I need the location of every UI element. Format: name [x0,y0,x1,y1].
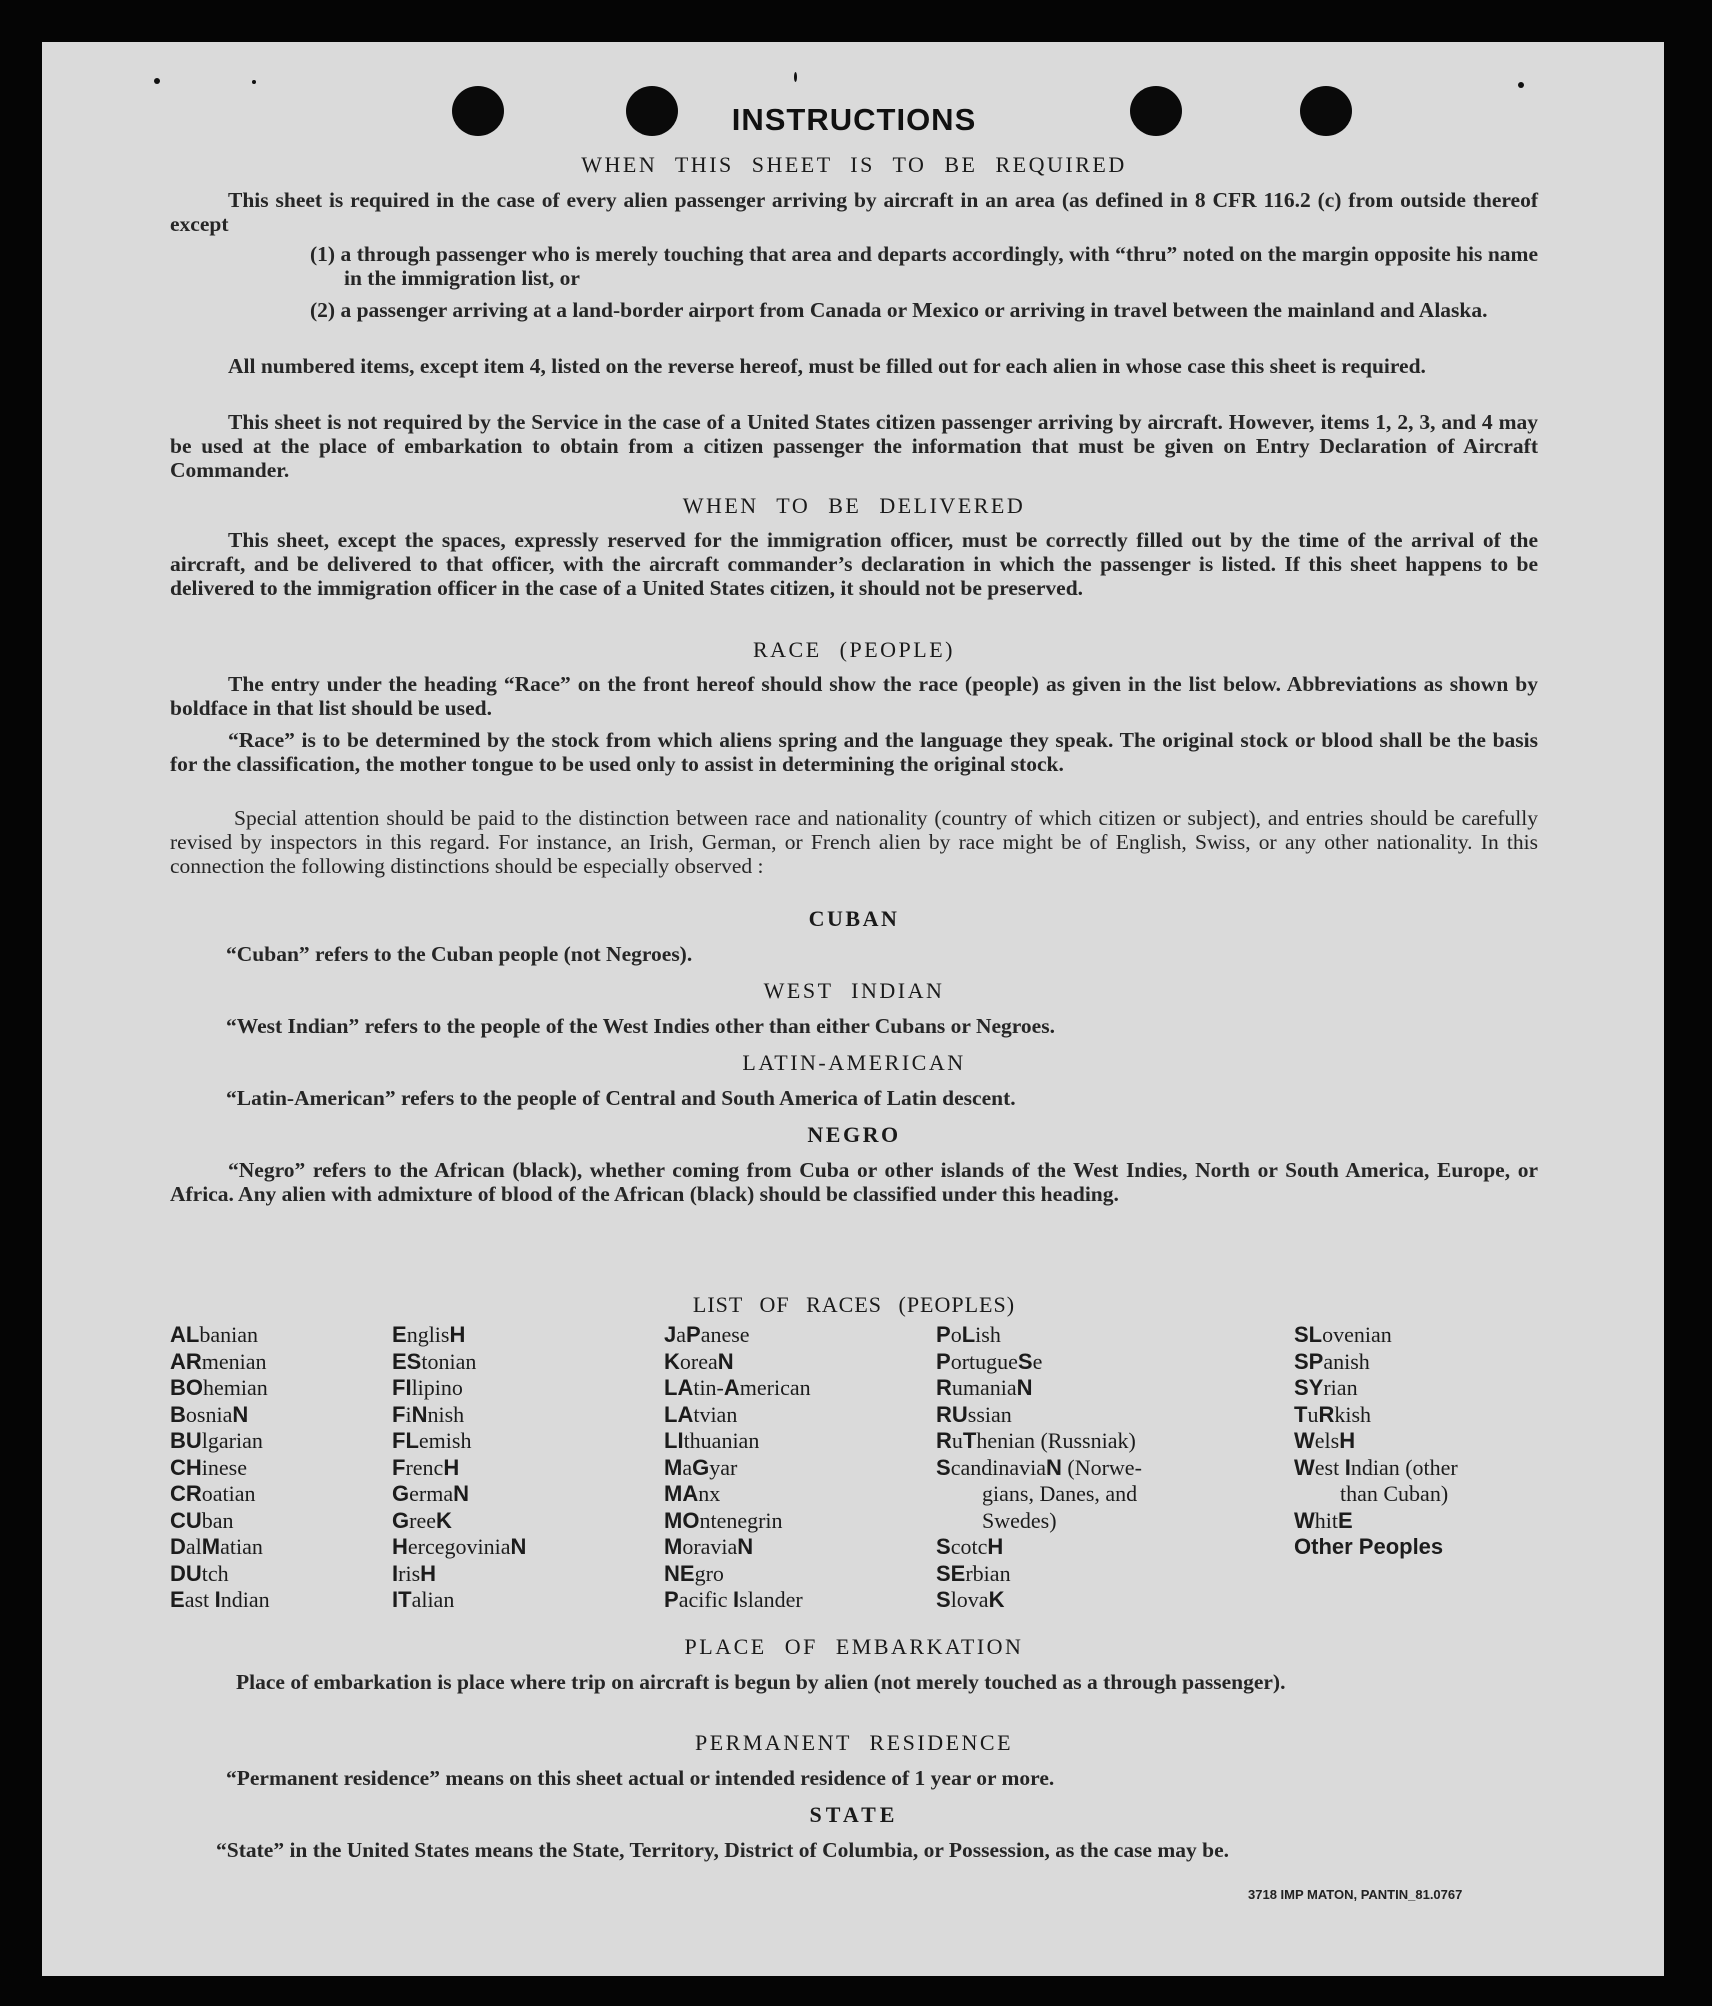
paragraph: Place of embarkation is place where trip on aircraft is begun by alien (not merely touched as a through passenger). [236,1670,1286,1694]
race-entry [392,1508,526,1535]
race-text: Swedes) [982,1507,1057,1533]
section-heading-negro: NEGRO [807,1122,901,1147]
race-entry [936,1428,1142,1455]
race-entry [392,1322,526,1349]
race-text: tch [201,1560,229,1586]
dust-speck [252,80,256,84]
race-text: kish [1334,1401,1372,1427]
race-text: cotc [950,1534,988,1559]
paragraph: This sheet is not required by the Service in the case of a United States citizen passenger arriving by aircraft. However, items 1, 2, 3, and 4 may be used at the place of embarkation to obtain from a citizen passenger the information that must be given on Entry Declaration of Aircraft Commander. [170,410,1538,482]
race-abbreviation: T [1294,1401,1308,1427]
race-entry [1294,1375,1458,1402]
race-text: i [405,1401,412,1427]
race-abbreviation: M [664,1454,683,1480]
race-abbreviation: S [936,1534,951,1559]
race-abbreviation: LI [664,1428,684,1453]
print-code: 3718 IMP MATON, PANTIN_81.0767 [1248,1887,1463,1902]
paragraph: “Latin-American” refers to the people of Central and South America of Latin descent. [226,1086,1016,1110]
race-abbreviation: S [1017,1348,1033,1374]
race-text: ovenian [1322,1322,1392,1347]
race-abbreviation: SY [1294,1375,1324,1400]
race-abbreviation: K [435,1507,452,1533]
race-entry [936,1375,1142,1402]
race-entry [664,1481,811,1508]
race-abbreviation: E [1338,1507,1353,1533]
race-text: u [951,1428,963,1453]
race-text: tin- [693,1375,724,1400]
paragraph: Special attention should be paid to the distinction between race and nationality (country of which citizen or subject), and entries should be carefully revised by inspectors in this regard. For instance, an Irish, German, or French alien by race might be of English, Swiss, or any other nationality. In this connection the following distinctions should be especially observed : [170,806,1538,878]
race-abbreviation: I [214,1587,221,1612]
race-text: osnia [185,1401,233,1427]
race-entry [664,1587,811,1614]
race-entry [936,1587,1142,1614]
races-column [936,1322,1142,1614]
race-text: umania [951,1375,1017,1400]
race-entry [1294,1322,1458,1349]
race-abbreviation: M [201,1534,221,1559]
race-text: o [950,1322,962,1347]
paragraph: This sheet, except the spaces, expressly reserved for the immigration officer, must be correctly filled out by the time of the arrival of the aircraft, and be delivered to that officer, with the aircraft commander’s declaration in which the passenger is listed. If this sheet happens to be delivered to the immigration officer in the case of a United States citizen, it should not be preserved. [170,528,1538,600]
race-entry [170,1481,270,1508]
race-text: nish [427,1401,465,1427]
race-entry [1294,1349,1458,1376]
race-text: orea [679,1348,718,1374]
race-text: oatian [201,1481,256,1506]
race-abbreviation: N [737,1534,754,1559]
race-abbreviation: G [692,1454,710,1480]
race-text: henian (Russniak) [976,1428,1136,1453]
race-abbreviation: H [449,1322,466,1347]
race-entry [1294,1455,1458,1482]
section-heading-race: RACE (PEOPLE) [753,637,955,662]
race-text: a [682,1454,693,1480]
race-text: est [1314,1454,1345,1480]
race-abbreviation: SP [1294,1348,1324,1374]
race-text: (Norwe- [1061,1454,1142,1480]
race-entry [1294,1481,1458,1508]
race-abbreviation: K [988,1587,1005,1612]
race-abbreviation: A [723,1375,740,1400]
race-abbreviation: H [392,1534,408,1559]
race-abbreviation: SE [936,1560,966,1586]
race-text: gro [694,1560,724,1586]
race-entry [664,1402,811,1429]
race-text: gians, Danes, and [982,1481,1138,1506]
race-entry [664,1349,811,1376]
race-entry [392,1481,526,1508]
dust-speck [154,78,160,84]
race-abbreviation: RU [936,1401,968,1427]
race-entry [392,1375,526,1402]
paragraph: All numbered items, except item 4, listed on the reverse hereof, must be filled out for each alien in whose case this sheet is required. [228,354,1426,378]
race-abbreviation: W [1294,1507,1315,1533]
section-heading-state: STATE [809,1802,899,1827]
race-entry [392,1455,526,1482]
race-text: anese [700,1322,750,1347]
paragraph: “Permanent residence” means on this sheet actual or intended residence of 1 year or more. [226,1766,1055,1790]
race-entry [392,1534,526,1561]
race-text: thuanian [683,1428,760,1453]
race-entry [170,1455,270,1482]
race-abbreviation: N [411,1401,428,1427]
race-abbreviation: BO [170,1375,203,1400]
race-entry [392,1587,526,1614]
race-entry [664,1561,811,1588]
dust-speck [794,72,797,82]
race-entry [936,1561,1142,1588]
race-entry [936,1534,1142,1561]
race-abbreviation: BU [170,1428,202,1453]
race-text: ortugue [950,1348,1018,1374]
race-abbreviation: H [1339,1428,1356,1453]
race-entry [664,1428,811,1455]
paragraph: This sheet is required in the case of every alien passenger arriving by aircraft in an area (as defined in 8 CFR 116.2 (c) from outside thereof except [170,188,1538,236]
race-abbreviation: N [232,1401,249,1427]
instruction-sheet [42,42,1664,1976]
race-abbreviation: LA [664,1401,694,1427]
race-entry [664,1508,811,1535]
race-abbreviation: CR [170,1481,202,1506]
race-text: banian [199,1322,258,1347]
race-abbreviation: P [936,1348,951,1374]
race-text: anish [1323,1348,1370,1374]
race-abbreviation: F [392,1401,406,1427]
race-abbreviation: MA [664,1481,699,1506]
section-heading-embarkation: PLACE OF EMBARKATION [684,1634,1024,1659]
races-column [392,1322,526,1614]
race-entry [1294,1402,1458,1429]
race-text: yar [709,1454,738,1480]
race-abbreviation: IT [392,1587,412,1612]
race-abbreviation: J [664,1322,677,1347]
race-text: ree [409,1507,436,1533]
race-entry [1294,1508,1458,1535]
race-text: oravia [682,1534,738,1559]
race-text: ris [398,1560,421,1586]
race-entry [936,1508,1142,1535]
race-text: ndian [220,1587,270,1612]
race-abbreviation: N [1045,1454,1062,1480]
race-text: lipino [411,1375,463,1400]
race-text: ish [975,1322,1001,1347]
race-abbreviation: AR [170,1348,202,1374]
race-abbreviation: ES [392,1348,422,1374]
race-entry [936,1322,1142,1349]
race-entry [936,1402,1142,1429]
race-abbreviation: CH [170,1454,202,1480]
race-text: menian [201,1348,267,1374]
race-abbreviation: N [453,1481,469,1506]
dust-speck [1518,82,1524,88]
section-heading-cuban: CUBAN [808,906,900,931]
race-entry [1294,1428,1458,1455]
race-abbreviation: AL [170,1322,200,1347]
race-entry [170,1534,270,1561]
paragraph: “Race” is to be determined by the stock from which aliens spring and the language they speak. The original stock or blood shall be the basis for the classification, the mother tongue to be used only to assist in determining the original stock. [170,728,1538,776]
race-text: emish [418,1428,472,1453]
paragraph: “Negro” refers to the African (black), whether coming from Cuba or other islands of the West Indies, North or South America, Europe, or Africa. Any alien with admixture of blood of the African (black) should be classified under this heading. [170,1158,1538,1206]
race-abbreviation: D [170,1534,186,1559]
race-abbreviation: FI [392,1375,412,1400]
race-text: u [1307,1401,1319,1427]
race-text: inese [201,1454,247,1480]
race-text: hit [1314,1507,1338,1533]
paragraph: “State” in the United States means the State, Territory, District of Columbia, or Possession, as the case may be. [216,1838,1230,1862]
race-abbreviation: B [170,1401,186,1427]
race-entry [936,1455,1142,1482]
race-text: lgarian [201,1428,263,1453]
race-entry [392,1402,526,1429]
paragraph: “West Indian” refers to the people of the West Indies other than either Cubans or Negroes. [226,1014,1055,1038]
races-column [170,1322,270,1614]
race-entry [664,1534,811,1561]
race-abbreviation: NE [664,1560,695,1586]
race-text: ercegovinia [407,1534,511,1559]
race-text: al [185,1534,202,1559]
race-text: nx [698,1481,721,1506]
race-abbreviation: MO [664,1507,700,1533]
race-entry [392,1561,526,1588]
race-abbreviation: Other Peoples [1294,1534,1444,1559]
race-entry [170,1375,270,1402]
race-abbreviation: M [664,1534,683,1559]
race-entry [170,1428,270,1455]
race-abbreviation: H [987,1534,1004,1559]
race-text: ndian (other [1350,1454,1458,1480]
section-heading-when-required: WHEN THIS SHEET IS TO BE REQUIRED [581,152,1127,177]
race-abbreviation: P [936,1322,951,1347]
section-heading-when-delivered: WHEN TO BE DELIVERED [682,493,1026,518]
race-text: tonian [421,1348,477,1374]
race-text: tvian [693,1401,738,1427]
section-heading-permanent-residence: PERMANENT RESIDENCE [694,1730,1014,1755]
race-abbreviation: N [717,1348,734,1374]
paragraph: “Cuban” refers to the Cuban people (not Negroes). [226,942,693,966]
paragraph: The entry under the heading “Race” on the front hereof should show the race (people) as given in the list below. Abbreviations as shown by boldface in that list should be used. [170,672,1538,720]
exception-item: (1) a through passenger who is merely touching that area and departs accordingly, with “thru” noted on the margin opposite his name in the immigration list, or [310,242,1538,290]
race-entry [664,1322,811,1349]
race-text: els [1314,1428,1340,1453]
race-abbreviation: G [392,1481,410,1506]
race-entry [1294,1534,1458,1561]
race-abbreviation: R [1318,1401,1335,1427]
race-text: slander [739,1587,803,1612]
race-abbreviation: P [686,1322,701,1347]
race-abbreviation: G [392,1507,410,1533]
race-text: ssian [967,1401,1012,1427]
race-abbreviation: I [733,1587,740,1612]
race-entry [170,1402,270,1429]
race-text: erma [409,1481,454,1506]
race-abbreviation: W [1294,1428,1315,1453]
page-title: INSTRUCTIONS [731,102,977,137]
section-heading-west-indian: WEST INDIAN [763,978,945,1003]
race-abbreviation: H [443,1454,460,1480]
race-abbreviation: SL [1294,1322,1323,1347]
race-abbreviation: T [962,1428,977,1453]
race-abbreviation: W [1294,1454,1315,1480]
race-text: acific [678,1587,734,1612]
race-abbreviation: L [961,1322,976,1347]
race-text: than Cuban) [1340,1481,1449,1506]
race-abbreviation: I [1344,1454,1351,1480]
race-text: ban [201,1507,234,1533]
race-abbreviation: I [392,1560,399,1586]
races-column [664,1322,811,1614]
race-text: hemian [203,1375,268,1400]
race-abbreviation: S [936,1454,951,1480]
race-text: rian [1323,1375,1358,1400]
race-entry [170,1349,270,1376]
race-abbreviation: FL [392,1428,419,1453]
race-entry [170,1587,270,1614]
race-text: nglis [406,1322,450,1347]
exception-item: (2) a passenger arriving at a land-border airport from Canada or Mexico or arriving in travel between the mainland and Alaska. [310,298,1488,322]
race-entry [664,1455,811,1482]
race-abbreviation: F [392,1454,406,1480]
race-text: merican [739,1375,811,1400]
race-text: a [676,1322,687,1347]
race-text: ast [184,1587,215,1612]
race-text: candinavia [950,1454,1046,1480]
race-entry [936,1481,1142,1508]
section-heading-list-of-races: LIST OF RACES (PEOPLES) [692,1292,1016,1317]
race-abbreviation: LA [664,1375,694,1400]
race-entry [170,1322,270,1349]
race-abbreviation: E [392,1322,407,1347]
race-entry [664,1375,811,1402]
race-abbreviation: K [664,1348,680,1374]
race-abbreviation: E [170,1587,185,1612]
race-text: rbian [965,1560,1011,1586]
race-abbreviation: N [1016,1375,1033,1400]
section-heading-latin-american: LATIN-AMERICAN [742,1050,966,1075]
race-abbreviation: N [510,1534,527,1559]
race-abbreviation: H [420,1560,437,1586]
race-entry [936,1349,1142,1376]
race-entry [170,1561,270,1588]
race-entry [392,1349,526,1376]
race-abbreviation: P [664,1587,679,1612]
races-column [1294,1322,1458,1561]
race-entry [392,1428,526,1455]
race-text: alian [411,1587,455,1612]
race-text: atian [220,1534,263,1559]
race-abbreviation: DU [170,1560,202,1586]
race-abbreviation: R [936,1428,952,1453]
race-abbreviation: S [936,1587,951,1612]
race-abbreviation: R [936,1375,952,1400]
race-text: lova [950,1587,989,1612]
race-entry [170,1508,270,1535]
race-text: renc [405,1454,444,1480]
race-text: ntenegrin [699,1507,783,1533]
race-abbreviation: CU [170,1507,202,1533]
race-text: e [1032,1348,1043,1374]
